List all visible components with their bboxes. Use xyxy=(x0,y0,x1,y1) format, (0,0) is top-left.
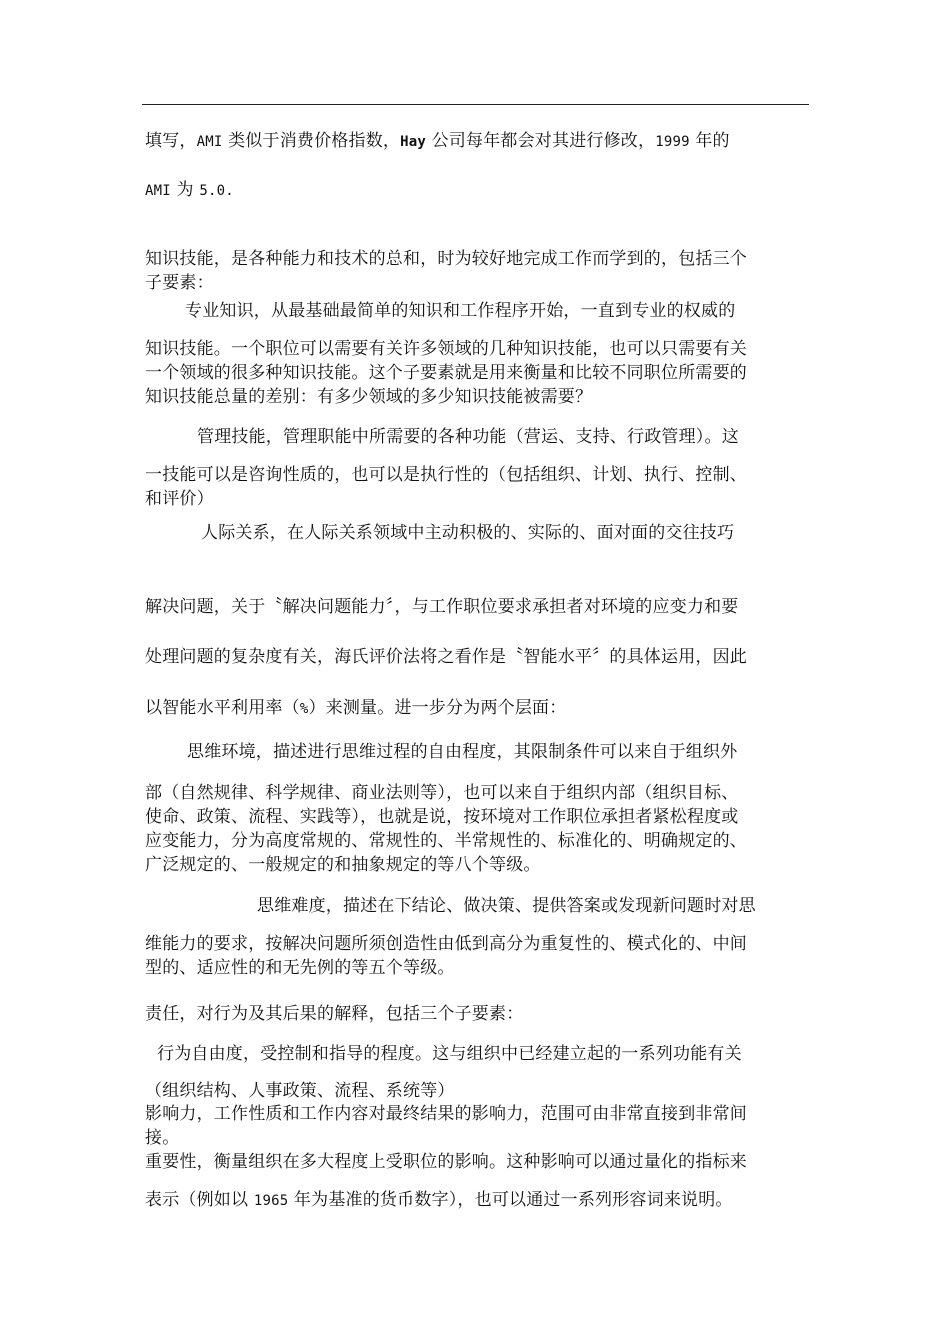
text-run: 子要素： xyxy=(145,273,214,293)
text-run: 为 xyxy=(170,180,200,200)
text-run: （组织结构、人事政策、流程、系统等） xyxy=(145,1081,455,1101)
text-line xyxy=(201,522,734,544)
text-line xyxy=(145,1003,523,1025)
text-line xyxy=(145,272,214,294)
text-run: 行为自由度，受控制和指导的程度。这与组织中已经建立起的一系列功能有关 xyxy=(157,1044,742,1064)
text-line xyxy=(145,362,747,384)
text-line xyxy=(145,596,739,618)
text-run: 应变能力，分为高度常规的、常规性的、半常规性的、标准化的、明确规定的、 xyxy=(145,831,747,851)
text-run: 1999 xyxy=(655,134,690,150)
text-run: 知识技能，是各种能力和技术的总和，时为较好地完成工作而学到的，包括三个 xyxy=(145,249,747,269)
text-line xyxy=(257,895,756,917)
text-run: AMI xyxy=(196,134,223,150)
text-line xyxy=(145,1151,747,1173)
text-line xyxy=(145,1189,733,1212)
text-line xyxy=(187,741,737,763)
text-line xyxy=(157,1043,742,1065)
text-line xyxy=(145,1103,747,1125)
text-run: 知识技能。一个职位可以需要有关许多领域的几种知识技能，也可以只需要有关 xyxy=(145,339,747,359)
text-line xyxy=(145,697,566,720)
text-run: 年为基准的货币数字），也可以通过一系列形容词来说明。 xyxy=(288,1190,733,1210)
text-line xyxy=(145,854,541,876)
text-run: 重要性，衡量组织在多大程度上受职位的影响。这种影响可以通过量化的指标来 xyxy=(145,1152,747,1172)
text-run: 管理技能，管理职能中所需要的各种功能（营运、支持、行政管理）。这 xyxy=(197,427,739,447)
text-line xyxy=(145,806,739,828)
text-run: ）来测量。进一步分为两个层面： xyxy=(308,698,567,718)
text-run: 责任，对行为及其后果的解释，包括三个子要素： xyxy=(145,1004,524,1024)
text-run: 思维环境，描述进行思维过程的自由程度，其限制条件可以来自于组织外 xyxy=(187,742,738,762)
text-line xyxy=(145,464,747,486)
text-run: 以智能水平利用率（ xyxy=(145,698,300,718)
text-run: Hay xyxy=(400,134,426,150)
text-run: 5.0. xyxy=(199,183,234,199)
text-line xyxy=(145,179,234,202)
text-run: 类似于消费价格指数， xyxy=(222,131,401,151)
text-run: 一技能可以是咨询性质的，也可以是执行性的（包括组织、计划、执行、控制、 xyxy=(145,465,747,485)
text-run: 型的、适应性的和无先例的等五个等级。 xyxy=(145,958,455,978)
text-line xyxy=(145,830,747,852)
text-run: 表示（例如以 xyxy=(145,1190,254,1210)
text-line xyxy=(145,338,747,360)
text-run: 年的 xyxy=(689,131,730,151)
text-line xyxy=(145,488,214,510)
text-run: % xyxy=(299,701,309,717)
text-run: 和评价） xyxy=(145,489,214,509)
text-run: 解决问题，关于〝解决问题能力〞，与工作职位要求承担者对环境的应变力和要 xyxy=(145,597,739,617)
text-line xyxy=(185,300,735,322)
text-run: 公司每年都会对其进行修改， xyxy=(426,131,656,151)
text-line xyxy=(145,386,592,408)
text-line xyxy=(145,933,747,955)
text-line xyxy=(145,646,747,668)
text-run: AMI xyxy=(145,183,171,199)
text-line xyxy=(145,1080,455,1102)
text-line xyxy=(197,426,739,448)
text-line xyxy=(145,248,747,270)
document-body xyxy=(145,0,810,1344)
text-line xyxy=(145,957,455,979)
text-run: 一个领域的很多种知识技能。这个子要素就是用来衡量和比较不同职位所需要的 xyxy=(145,363,747,383)
text-run: 部（自然规律、科学规律、商业法则等），也可以来自于组织内部（组织目标、 xyxy=(145,783,739,803)
text-run: 接。 xyxy=(145,1128,180,1148)
text-line xyxy=(145,782,739,804)
text-run: 专业知识，从最基础最简单的知识和工作程序开始，一直到专业的权威的 xyxy=(185,301,736,321)
text-line xyxy=(145,130,730,153)
text-run: 知识技能总量的差别：有多少领域的多少知识技能被需要？ xyxy=(145,387,593,407)
text-run: 填写， xyxy=(145,131,197,151)
text-line xyxy=(145,1127,179,1149)
text-run: 人际关系，在人际关系领域中主动积极的、实际的、面对面的交往技巧 xyxy=(201,523,735,543)
text-run: 思维难度，描述在下结论、做决策、提供答案或发现新问题时对思 xyxy=(257,896,756,916)
text-run: 维能力的要求，按解决问题所须创造性由低到高分为重复性的、模式化的、中间 xyxy=(145,934,747,954)
text-run: 1965 xyxy=(253,1193,289,1209)
text-run: 使命、政策、流程、实践等），也就是说，按环境对工作职位承担者紧松程度或 xyxy=(145,807,739,827)
text-run: 处理问题的复杂度有关，海氏评价法将之看作是〝智能水平〞的具体运用，因此 xyxy=(145,647,747,667)
text-run: 广泛规定的、一般规定的和抽象规定的等八个等级。 xyxy=(145,855,541,875)
text-run: 影响力，工作性质和工作内容对最终结果的影响力，范围可由非常直接到非常间 xyxy=(145,1104,747,1124)
